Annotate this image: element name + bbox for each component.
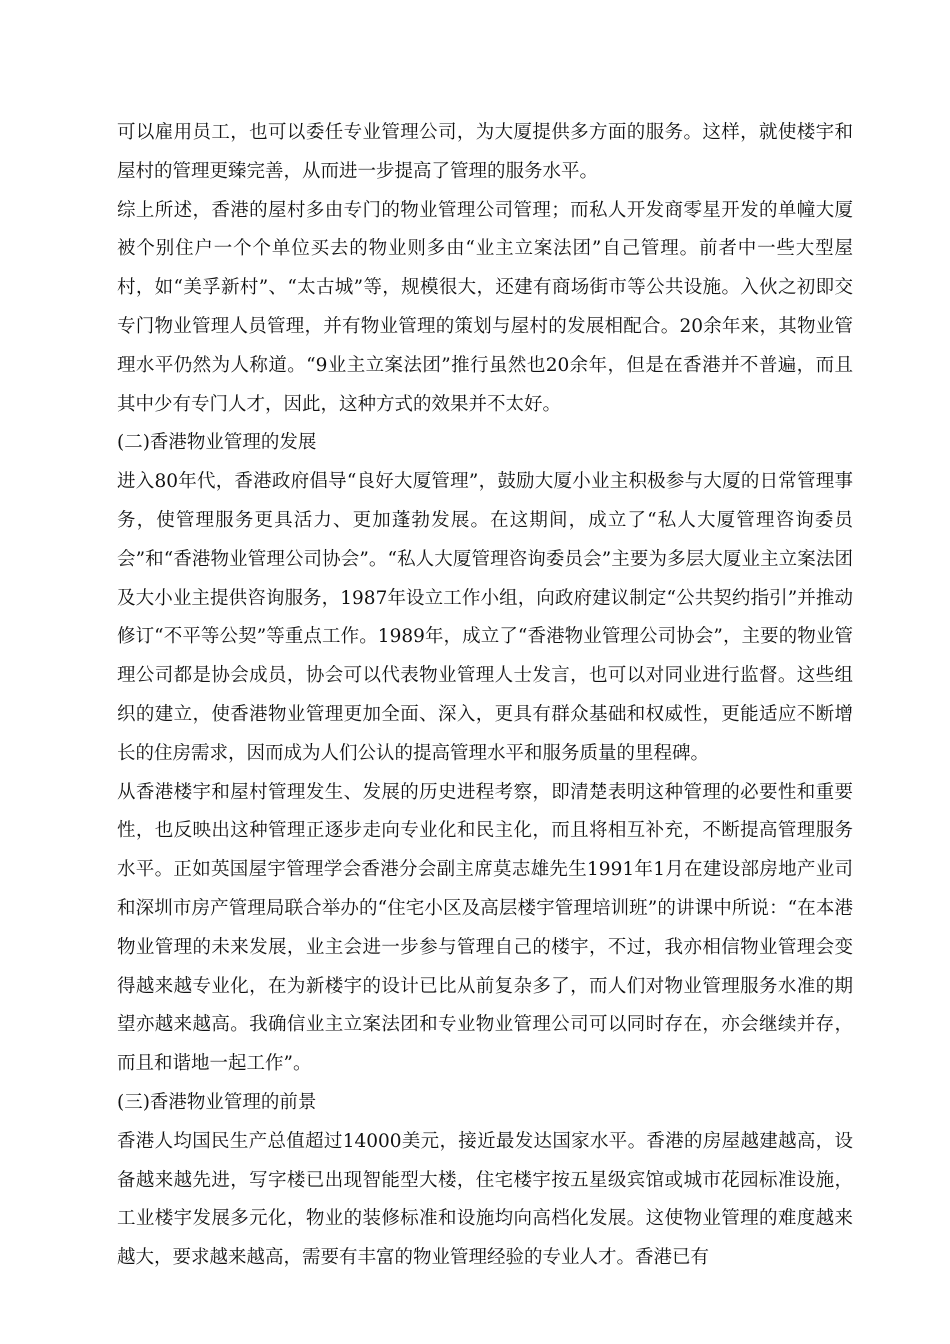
paragraph-1: 可以雇用员工，也可以委任专业管理公司，为大厦提供多方面的服务。这样，就使楼宇和屋村的管理更臻完善，从而进一步提高了管理的服务水平。 xyxy=(117,122,853,182)
paragraph-2: 综上所述，香港的屋村多由专门的物业管理公司管理；而私人开发商零星开发的单幢大厦被个别住户一个个单位买去的物业则多由“业主立案法团”自己管理。前者中一些大型屋村，如“美孚新村”、“太古城”等，规模很大，还建有商场街市等公共设施。入伙之初即交专门物业管理人员管理，并有物业管理的策划与屋村的发展相配合。20余年来，其物业管理水平仍然为人称道。“9业主立案法团”推行虽然也20余年，但是在香港并不普遍，而且其中少有专门人才，因此，这种方式的效果并不太好。 xyxy=(117,199,853,415)
paragraph-5: 香港人均国民生产总值超过14000美元，接近最发达国家水平。香港的房屋越建越高，设备越来越先进，写字楼已出现智能型大楼，住宅楼宇按五星级宾馆或城市花园标准设施，工业楼宇发展多元化，物业的装修标准和设施均向高档化发展。这使物业管理的难度越来越大，要求越来越高，需要有丰富的物业管理经验的专业人才。香港已有 xyxy=(117,1130,853,1269)
section-heading-2: (二)香港物业管理的发展 xyxy=(117,432,317,454)
section-heading-3: (三)香港物业管理的前景 xyxy=(117,1091,317,1113)
paragraph-3: 进入80年代，香港政府倡导“良好大厦管理”，鼓励大厦小业主积极参与大厦的日常管理事务，使管理服务更具活力、更加蓬勃发展。在这期间，成立了“私人大厦管理咨询委员会”和“香港物业管理公司协会”。“私人大厦管理咨询委员会”主要为多层大厦业主立案法团及大小业主提供咨询服务，1987年设立工作小组，向政府建议制定“公共契约指引”并推动修订“不平等公契”等重点工作。1989年，成立了“香港物业管理公司协会”，主要的物业管理公司都是协会成员，协会可以代表物业管理人士发言，也可以对同业进行监督。这些组织的建立，使香港物业管理更加全面、深入，更具有群众基础和权威性，更能适应不断增长的住房需求，因而成为人们公认的提高管理水平和服务质量的里程碑。 xyxy=(117,471,853,764)
paragraph-4: 从香港楼宇和屋村管理发生、发展的历史进程考察，即清楚表明这种管理的必要性和重要性，也反映出这种管理正逐步走向专业化和民主化，而且将相互补充，不断提高管理服务水平。正如英国屋宇管理学会香港分会副主席莫志雄先生1991年1月在建设部房地产业司和深圳市房产管理局联合举办的“住宅小区及高层楼宇管理培训班”的讲课中所说：“在本港物业管理的未来发展，业主会进一步参与管理自己的楼宇，不过，我亦相信物业管理会变得越来越专业化，在为新楼宇的设计已比从前复杂多了，而人们对物业管理服务水准的期望亦越来越高。我确信业主立案法团和专业物业管理公司可以同时存在，亦会继续并存，而且和谐地一起工作”。 xyxy=(117,781,853,1075)
document-body xyxy=(117,114,853,1278)
